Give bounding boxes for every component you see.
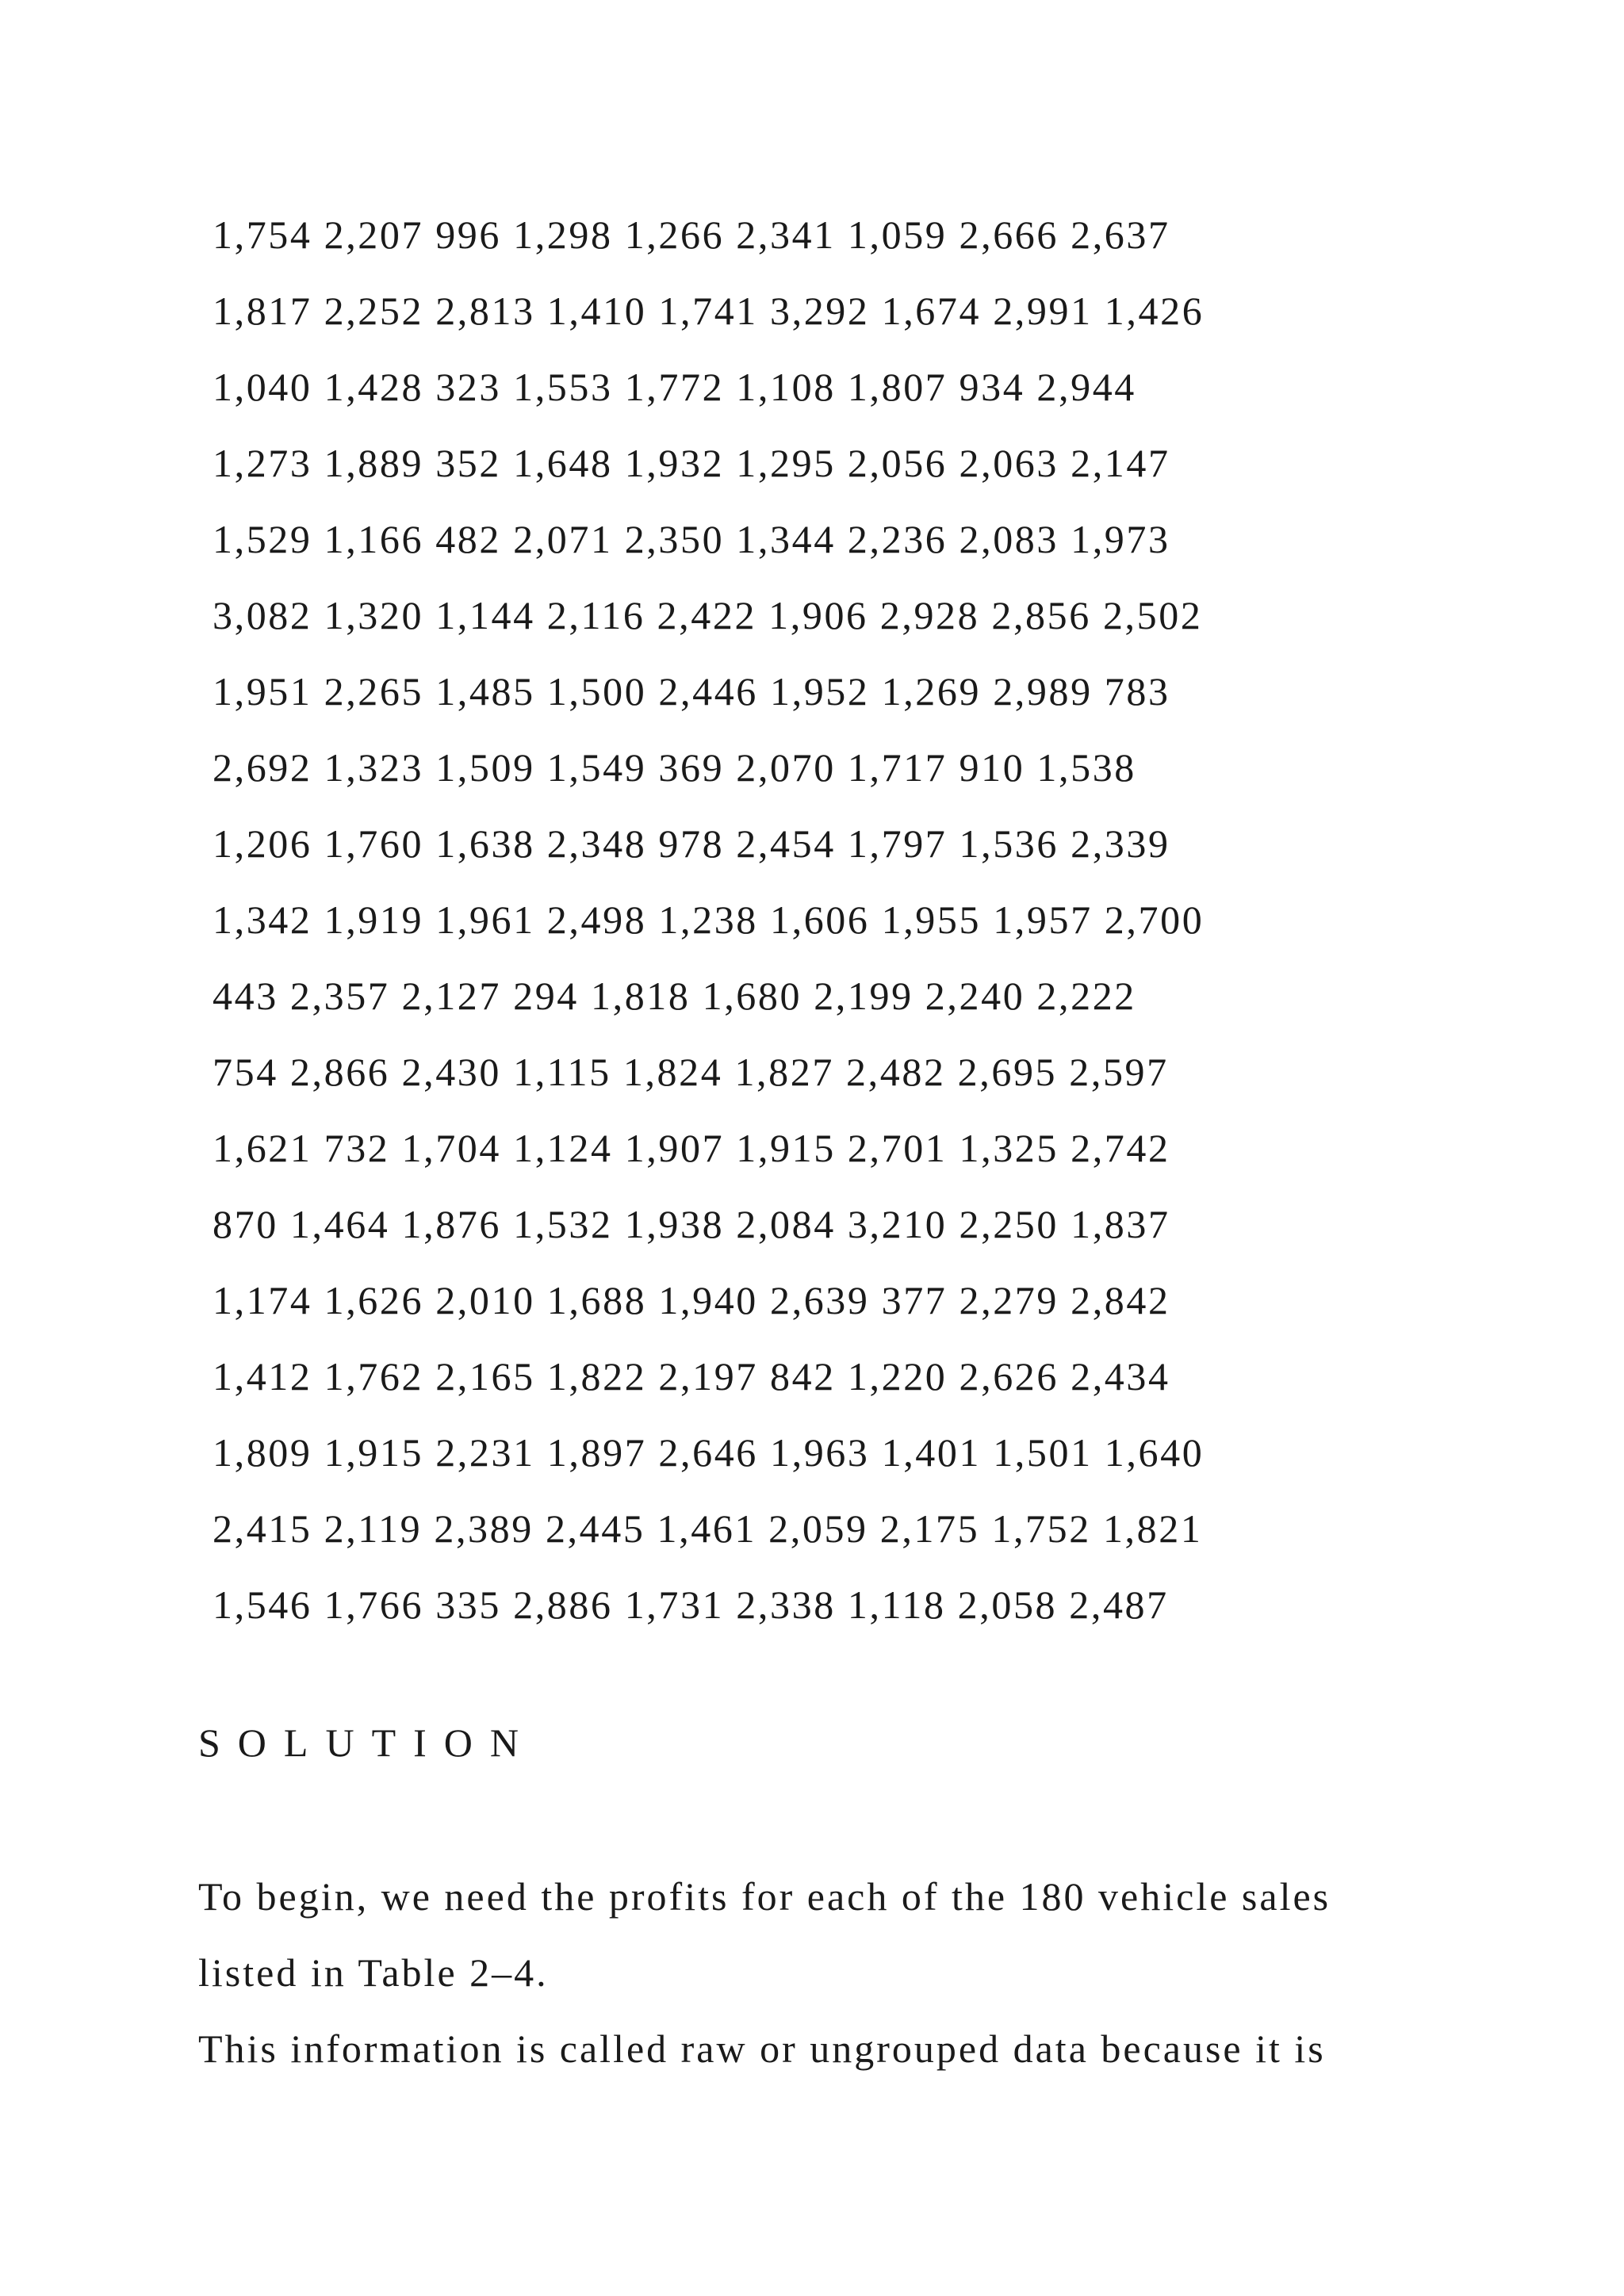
data-row-6: 3,082 1,320 1,144 2,116 2,422 1,906 2,928 2,856 2,502 (213, 593, 1203, 637)
data-row-7: 1,951 2,265 1,485 1,500 2,446 1,952 1,269 2,989 783 (213, 669, 1170, 714)
data-row-14: 870 1,464 1,876 1,532 1,938 2,084 3,210 2,250 1,837 (213, 1202, 1170, 1246)
paragraph-line-3: This information is called raw or ungrouped data because it is (198, 2026, 1326, 2071)
solution-body (198, 1858, 1546, 2087)
paragraph-line-2: listed in Table 2–4. (198, 1950, 549, 1995)
data-row-4: 1,273 1,889 352 1,648 1,932 1,295 2,056 2,063 2,147 (213, 441, 1170, 485)
data-row-19: 1,546 1,766 335 2,886 1,731 2,338 1,118 2,058 2,487 (213, 1582, 1169, 1627)
profit-data-table (213, 197, 1561, 1643)
data-row-12: 754 2,866 2,430 1,115 1,824 1,827 2,482 2,695 2,597 (213, 1050, 1169, 1094)
data-row-18: 2,415 2,119 2,389 2,445 1,461 2,059 2,175 1,752 1,821 (213, 1506, 1203, 1551)
data-row-11: 443 2,357 2,127 294 1,818 1,680 2,199 2,240 2,222 (213, 974, 1136, 1018)
paragraph-line-1: To begin, we need the profits for each of the 180 vehicle sales (198, 1874, 1331, 1919)
data-row-16: 1,412 1,762 2,165 1,822 2,197 842 1,220 2,626 2,434 (213, 1354, 1170, 1399)
data-row-5: 1,529 1,166 482 2,071 2,350 1,344 2,236 2,083 1,973 (213, 517, 1170, 561)
solution-heading: SOLUTION (198, 1720, 536, 1765)
data-row-10: 1,342 1,919 1,961 2,498 1,238 1,606 1,955 1,957 2,700 (213, 897, 1205, 942)
data-row-13: 1,621 732 1,704 1,124 1,907 1,915 2,701 1,325 2,742 (213, 1126, 1170, 1170)
data-row-3: 1,040 1,428 323 1,553 1,772 1,108 1,807 934 2,944 (213, 365, 1136, 409)
data-row-8: 2,692 1,323 1,509 1,549 369 2,070 1,717 910 1,538 (213, 745, 1136, 790)
data-row-9: 1,206 1,760 1,638 2,348 978 2,454 1,797 1,536 2,339 (213, 821, 1170, 866)
data-row-17: 1,809 1,915 2,231 1,897 2,646 1,963 1,401 1,501 1,640 (213, 1430, 1205, 1475)
data-row-15: 1,174 1,626 2,010 1,688 1,940 2,639 377 2,279 2,842 (213, 1278, 1170, 1322)
data-row-2: 1,817 2,252 2,813 1,410 1,741 3,292 1,674 2,991 1,426 (213, 289, 1205, 333)
data-row-1: 1,754 2,207 996 1,298 1,266 2,341 1,059 2,666 2,637 (213, 212, 1170, 257)
